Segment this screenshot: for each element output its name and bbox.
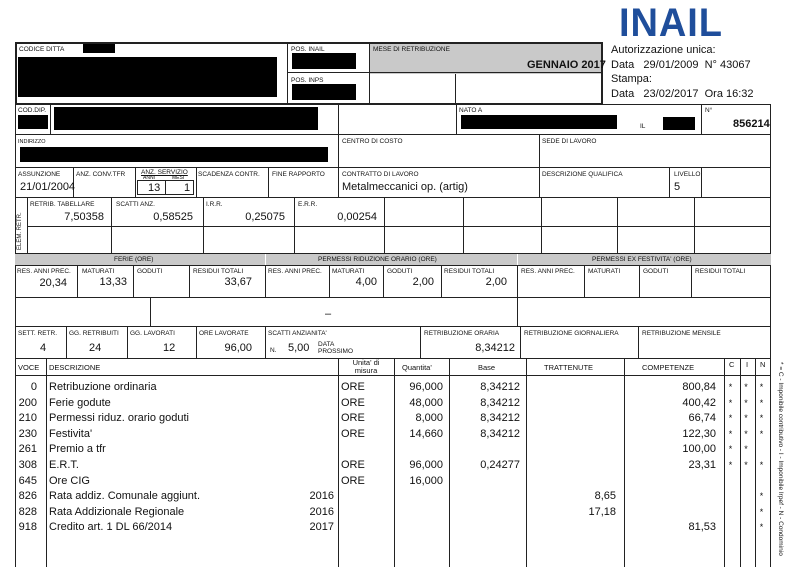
perm-residui-value: 2,00 <box>485 276 507 288</box>
table-row <box>0 380 785 395</box>
indirizzo-label: INDIRIZZO <box>18 139 46 145</box>
elem-retr-side-label: ELEM. RETR. <box>17 212 23 250</box>
err-label: E.R.R. <box>298 201 318 208</box>
ferie-residui-label: RESIDUI TOTALI <box>193 268 244 275</box>
ore-lav-value: 96,00 <box>224 342 252 354</box>
flag-i-cell: * <box>744 444 748 455</box>
redacted-employee-name <box>54 107 318 130</box>
retrib-tabellare-value: 7,50358 <box>64 211 104 223</box>
unita-cell: ORE <box>341 474 365 487</box>
unita-cell: ORE <box>341 396 365 409</box>
redacted-pos-inail <box>292 53 356 69</box>
gg-lav-value: 12 <box>163 342 176 354</box>
perm-maturati-value: 4,00 <box>355 276 377 288</box>
competenze-cell: 23,31 <box>688 459 716 471</box>
quantita-cell: 16,000 <box>409 474 443 487</box>
table-row <box>0 411 785 426</box>
il-label: IL <box>640 123 646 130</box>
anno-cell: 2016 <box>309 505 334 518</box>
th-descrizione: DESCRIZIONE <box>49 363 101 372</box>
flag-c-cell: * <box>728 397 733 408</box>
table-row <box>0 442 785 457</box>
redacted-pos-inps <box>292 84 356 100</box>
flag-n-cell: * <box>759 491 764 502</box>
base-cell: 8,34212 <box>480 412 520 425</box>
flag-c-cell: * <box>728 444 733 455</box>
flag-n-cell: * <box>759 506 764 517</box>
livello-label: LIVELLO <box>674 171 701 178</box>
voce-cell: 210 <box>18 412 37 425</box>
side-note: * = C - Imponibile contributivo - I - Imponibile Irpef - N - Condominio <box>777 362 784 556</box>
descrizione-cell: Rata addiz. Comunale aggiunt. <box>49 490 201 503</box>
voce-cell: 828 <box>18 505 37 518</box>
mesi-value: 1 <box>184 182 191 194</box>
flag-n-cell: * <box>759 428 764 439</box>
descrizione-cell: Retribuzione ordinaria <box>49 381 157 393</box>
mesi-label: MESI <box>172 175 185 181</box>
flag-i-cell: * <box>744 428 748 439</box>
sede-lavoro-label: SEDE DI LAVORO <box>542 138 597 145</box>
scatti-n-label: N. <box>270 347 277 354</box>
th-voce: VOCE <box>18 363 40 372</box>
oraria-value: 8,34212 <box>475 342 515 354</box>
table-row <box>0 505 785 520</box>
flag-n-cell: * <box>759 397 764 408</box>
retrib-tabellare-label: RETRIB. TABELLARE <box>30 201 95 208</box>
pos-inps-label: POS. INPS <box>291 77 324 84</box>
voce-cell: 261 <box>18 443 37 456</box>
auth-data-value: 29/01/2009 <box>643 58 699 71</box>
perm-goduti-value: 2,00 <box>412 276 434 288</box>
flag-i-cell: * <box>744 460 748 470</box>
th-trattenute: TRATTENUTE <box>544 363 594 372</box>
gg-lav-label: GG. LAVORATI <box>130 330 175 337</box>
redacted-cod-dip <box>18 115 48 129</box>
perm-residui-label: RESIDUI TOTALI <box>444 268 495 275</box>
ferie-maturati-value: 13,33 <box>99 276 127 288</box>
perm-maturati-label: MATURATI <box>332 268 365 275</box>
flag-c-cell: * <box>728 460 733 470</box>
redacted-birthdate <box>663 117 695 130</box>
voce-cell: 826 <box>18 490 37 503</box>
festivita-title: PERMESSI EX FESTIVITA' (ORE) <box>592 256 692 263</box>
competenze-cell: 100,00 <box>682 443 716 456</box>
auth-title: Autorizzazione unica: <box>611 44 716 56</box>
flag-c-cell: * <box>728 428 733 439</box>
descrizione-cell: Ore CIG <box>49 474 90 487</box>
fest-residui-label: RESIDUI TOTALI <box>695 268 746 275</box>
flag-c-cell: * <box>728 413 733 424</box>
voce-cell: 918 <box>18 521 37 534</box>
redacted-codice-ditta <box>83 44 115 53</box>
livello-value: 5 <box>674 181 681 193</box>
anni-value: 13 <box>148 182 161 194</box>
ferie-maturati-label: MATURATI <box>82 268 115 275</box>
th-quantita: Quantita' <box>402 363 432 372</box>
base-cell: 8,34212 <box>480 396 520 409</box>
contratto-value: Metalmeccanici op. (artig) <box>342 181 468 193</box>
descrizione-cell: Premio a tfr <box>49 443 106 456</box>
descrizione-cell: Permessi riduz. orario goduti <box>49 412 190 425</box>
unita-cell: ORE <box>341 381 365 393</box>
voce-cell: 0 <box>30 381 37 393</box>
voce-cell: 230 <box>18 427 37 440</box>
flag-i-cell: * <box>744 397 748 408</box>
gg-retr-label: GG. RETRIBUITI <box>69 330 119 337</box>
unita-cell: ORE <box>341 459 365 471</box>
centro-costo-label: CENTRO DI COSTO <box>342 138 403 145</box>
unita-cell: ORE <box>341 412 365 425</box>
data-prossimo-label: DATA PROSSIMO <box>318 341 354 355</box>
quantita-cell: 48,000 <box>409 396 443 409</box>
voce-cell: 200 <box>18 396 37 409</box>
th-base: Base <box>478 363 496 372</box>
descrizione-cell: Ferie godute <box>49 396 111 409</box>
auth-n-label: N° <box>704 58 717 71</box>
gg-retr-value: 24 <box>89 342 102 354</box>
ferie-residui-value: 33,67 <box>224 276 252 288</box>
voce-cell: 308 <box>18 459 37 471</box>
assunzione-value: 21/01/2004 <box>20 181 76 193</box>
table-row <box>0 427 785 442</box>
anno-cell: 2016 <box>309 490 334 503</box>
giornaliera-label: RETRIBUZIONE GIORNALIERA <box>524 330 619 337</box>
competenze-cell: 800,84 <box>682 381 716 393</box>
table-row <box>0 520 785 535</box>
th-c: C <box>729 360 735 369</box>
th-unita: Unita' di misura <box>352 358 380 375</box>
anni-label: ANNI <box>143 175 155 181</box>
nato-a-label: NATO A <box>459 107 483 114</box>
mese-label: MESE DI RETRIBUZIONE <box>373 46 450 53</box>
sett-value: 4 <box>40 342 47 354</box>
table-header <box>0 359 785 375</box>
trattenute-cell: 17,18 <box>588 505 616 518</box>
fest-res-label: RES. ANNI PREC. <box>521 268 575 275</box>
sett-label: SETT. RETR. <box>18 330 58 337</box>
flag-n-cell: * <box>759 413 764 424</box>
stampa-data-value: 23/02/2017 <box>643 87 699 100</box>
fest-goduti-label: GODUTI <box>643 268 669 275</box>
stampa-label: Stampa: <box>611 73 652 85</box>
inail-logo: INAIL <box>619 1 723 45</box>
ferie-res-value: 20,34 <box>39 277 67 289</box>
stampa-ora-value: 16:32 <box>726 87 754 100</box>
quantita-cell: 8,000 <box>415 412 443 425</box>
assunzione-label: ASSUNZIONE <box>18 171 61 178</box>
th-i: I <box>746 360 749 369</box>
base-cell: 8,34212 <box>480 381 520 393</box>
descrizione-cell: E.R.T. <box>49 459 79 471</box>
competenze-cell: 66,74 <box>688 412 716 425</box>
scatti-anz-label: SCATTI ANZ. <box>116 201 155 208</box>
perm-goduti-label: GODUTI <box>387 268 413 275</box>
descrizione-cell: Festivita' <box>49 427 93 440</box>
scatti-anz-value: 0,58525 <box>153 211 193 223</box>
table-row <box>0 474 785 489</box>
permessi-title: PERMESSI RIDUZIONE ORARIO (ORE) <box>318 256 437 263</box>
ore-lav-label: ORE LAVORATE <box>199 330 249 337</box>
unita-cell: ORE <box>341 427 365 440</box>
scatti-anzianita-label: SCATTI ANZIANITA' <box>268 330 327 337</box>
redacted-company-name <box>18 57 277 97</box>
anno-cell: 2017 <box>309 521 334 534</box>
auth-n-value: 43067 <box>720 58 751 71</box>
table-row <box>0 458 785 473</box>
n-label: N° <box>705 107 713 114</box>
th-n: N <box>760 360 766 369</box>
scadenza-label: SCADENZA CONTR. <box>198 171 260 178</box>
fest-maturati-label: MATURATI <box>588 268 621 275</box>
stampa-data-label: Data <box>611 87 635 100</box>
scatti-n-value: 5,00 <box>288 342 310 354</box>
competenze-cell: 122,30 <box>682 427 716 440</box>
ferie-goduti-label: GODUTI <box>137 268 163 275</box>
quantita-cell: 96,000 <box>409 459 443 471</box>
voce-cell: 645 <box>18 474 37 487</box>
irr-label: I.R.R. <box>206 201 223 208</box>
base-cell: 0,24277 <box>480 459 520 471</box>
err-value: 0,00254 <box>337 211 377 223</box>
quantita-cell: 96,000 <box>409 381 443 393</box>
redacted-birthplace <box>461 115 617 129</box>
competenze-cell: 400,42 <box>682 396 716 409</box>
ferie-res-label: RES. ANNI PREC. <box>17 268 71 275</box>
flag-i-cell: * <box>744 413 748 424</box>
irr-value: 0,25075 <box>245 211 285 223</box>
auth-data-label: Data <box>611 58 635 71</box>
mensile-label: RETRIBUZIONE MENSILE <box>642 330 721 337</box>
dash-mark: – <box>325 308 332 320</box>
flag-i-cell: * <box>744 382 748 392</box>
quantita-cell: 14,660 <box>409 427 443 440</box>
table-row <box>0 489 785 504</box>
base-cell: 8,34212 <box>480 427 520 440</box>
trattenute-cell: 8,65 <box>594 490 616 503</box>
qualifica-label: DESCRIZIONE QUALIFICA <box>542 171 623 178</box>
anz-servizio-label: ANZ. SERVIZIO <box>141 169 188 176</box>
redacted-address <box>20 147 328 162</box>
perm-res-label: RES. ANNI PREC. <box>268 268 322 275</box>
contratto-label: CONTRATTO DI LAVORO <box>342 171 419 178</box>
anz-tfr-label: ANZ. CONV.TFR <box>76 171 126 178</box>
n-value: 856214 <box>733 118 770 130</box>
authorization-block <box>611 43 754 101</box>
cod-dip-label: COD.DIP. <box>18 107 47 114</box>
codice-ditta-label: CODICE DITTA <box>19 46 65 53</box>
flag-n-cell: * <box>759 382 764 392</box>
stampa-ora-label: Ora <box>704 87 723 100</box>
fine-rapporto-label: FINE RAPPORTO <box>272 171 325 178</box>
ferie-title: FERIE (ORE) <box>114 256 154 263</box>
table-row <box>0 396 785 411</box>
mese-value: GENNAIO 2017 <box>527 59 606 71</box>
descrizione-cell: Credito art. 1 DL 66/2014 <box>49 521 173 534</box>
flag-c-cell: * <box>728 382 733 392</box>
competenze-cell: 81,53 <box>688 521 716 534</box>
flag-n-cell: * <box>759 460 764 470</box>
oraria-label: RETRIBUZIONE ORARIA <box>424 330 500 337</box>
descrizione-cell: Rata Addizionale Regionale <box>49 505 185 518</box>
flag-n-cell: * <box>759 522 764 533</box>
th-competenze: COMPETENZE <box>642 363 695 372</box>
pos-inail-label: POS. INAIL <box>291 46 325 53</box>
